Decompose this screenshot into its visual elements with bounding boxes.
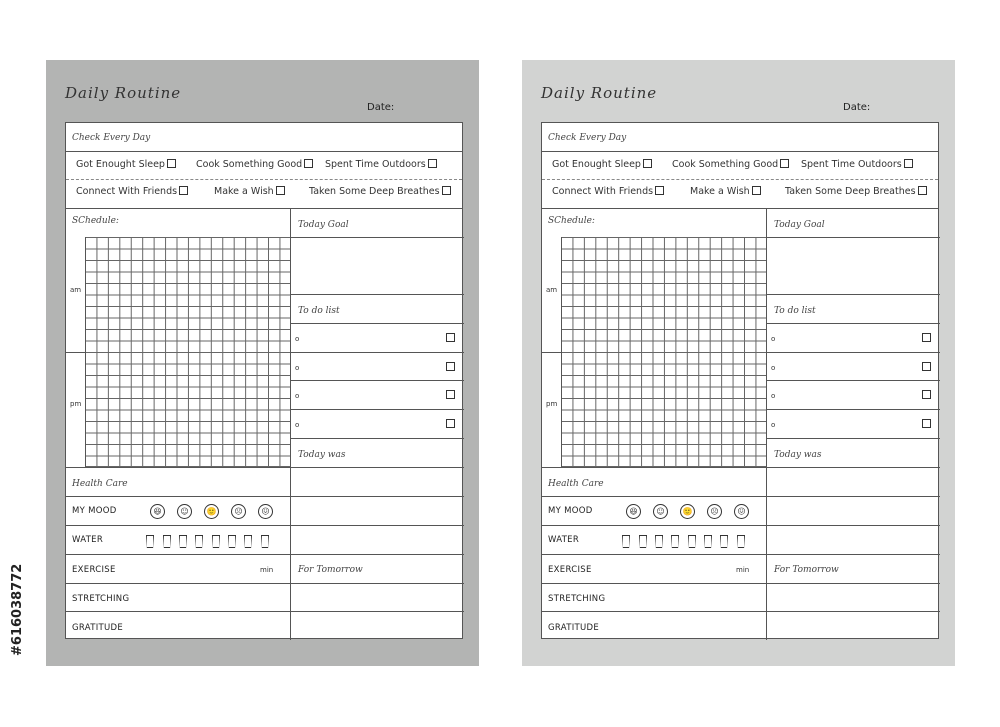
divider (66, 352, 85, 353)
divider (542, 525, 940, 526)
water-cup-icon[interactable] (704, 535, 712, 548)
divider (542, 151, 938, 152)
check-item[interactable]: Make a Wish (214, 186, 285, 197)
divider (542, 179, 938, 180)
my-mood-label: MY MOOD (548, 506, 593, 516)
water-cup-icon[interactable] (622, 535, 630, 548)
todo-item[interactable]: o (290, 381, 463, 409)
stretching-label: STRETCHING (548, 594, 606, 604)
schedule-label: SChedule: (72, 216, 119, 226)
min-label: min (260, 566, 274, 574)
check-every-day-heading: Check Every Day (72, 133, 151, 143)
checkbox[interactable] (643, 159, 652, 168)
mood-icon[interactable]: ☺ (177, 504, 192, 519)
divider (66, 467, 464, 468)
divider (85, 237, 86, 467)
checkbox[interactable] (446, 390, 455, 399)
divider (542, 352, 561, 353)
todo-item[interactable]: o (290, 324, 463, 352)
check-item[interactable]: Got Enought Sleep (76, 159, 176, 170)
todo-item[interactable]: o (290, 410, 463, 438)
water-cup-icon[interactable] (639, 535, 647, 548)
check-item[interactable]: Taken Some Deep Breathes (309, 186, 451, 197)
todo-item[interactable]: o (766, 353, 939, 381)
today-was-heading: Today was (774, 450, 822, 460)
lower-section (542, 208, 940, 640)
am-label: am (70, 286, 82, 294)
page-title: Daily Routine (541, 84, 658, 102)
check-item[interactable]: Make a Wish (690, 186, 761, 197)
checkbox[interactable] (780, 159, 789, 168)
exercise-label: EXERCISE (548, 565, 592, 575)
water-cup-icon[interactable] (163, 535, 171, 548)
checkbox[interactable] (922, 362, 931, 371)
check-item[interactable]: Got Enought Sleep (552, 159, 652, 170)
my-mood-label: MY MOOD (72, 506, 117, 516)
check-item[interactable]: Connect With Friends (552, 186, 664, 197)
check-item[interactable]: Cook Something Good (196, 159, 313, 170)
planner-sheet (541, 122, 939, 639)
mood-icon[interactable]: 😖 (734, 504, 749, 519)
todo-item[interactable]: o (766, 324, 939, 352)
schedule-grid[interactable] (561, 237, 767, 467)
checkbox[interactable] (276, 186, 285, 195)
gratitude-label: GRATITUDE (548, 623, 600, 633)
checkbox[interactable] (167, 159, 176, 168)
schedule-grid[interactable] (85, 237, 291, 467)
check-item[interactable]: Spent Time Outdoors (325, 159, 437, 170)
checkbox[interactable] (655, 186, 664, 195)
divider (542, 554, 940, 555)
divider (66, 151, 462, 152)
exercise-label: EXERCISE (72, 565, 116, 575)
stock-id-label: #616038772 (10, 563, 25, 656)
mood-icon[interactable]: ☹ (231, 504, 246, 519)
water-cup-icon[interactable] (146, 535, 154, 548)
mood-icon[interactable]: 😆 (626, 504, 641, 519)
planner-page-left (46, 60, 479, 666)
mood-icon[interactable]: 🙂 (680, 504, 695, 519)
min-label: min (736, 566, 750, 574)
check-item[interactable]: Spent Time Outdoors (801, 159, 913, 170)
todo-item[interactable]: o (766, 410, 939, 438)
mood-icon[interactable]: 🙂 (204, 504, 219, 519)
page-title: Daily Routine (65, 84, 182, 102)
divider (290, 237, 464, 238)
checkbox[interactable] (442, 186, 451, 195)
checkbox[interactable] (904, 159, 913, 168)
todo-heading: To do list (298, 306, 340, 316)
pm-label: pm (546, 400, 558, 408)
today-goal-heading: Today Goal (774, 220, 825, 230)
pm-label: pm (70, 400, 82, 408)
divider (66, 496, 464, 497)
mood-icon[interactable]: 😖 (258, 504, 273, 519)
water-cup-icon[interactable] (212, 535, 220, 548)
todo-heading: To do list (774, 306, 816, 316)
water-cup-icon[interactable] (671, 535, 679, 548)
divider (542, 467, 940, 468)
divider (542, 611, 940, 612)
checkbox[interactable] (446, 333, 455, 342)
checkbox[interactable] (446, 362, 455, 371)
health-care-heading: Health Care (548, 479, 604, 489)
checkbox[interactable] (752, 186, 761, 195)
water-cup-icon[interactable] (195, 535, 203, 548)
schedule-label: SChedule: (548, 216, 595, 226)
water-cup-icon[interactable] (737, 535, 745, 548)
divider (66, 611, 464, 612)
stretching-label: STRETCHING (72, 594, 130, 604)
divider (66, 583, 464, 584)
date-label: Date: (367, 102, 395, 113)
for-tomorrow-heading: For Tomorrow (298, 565, 363, 575)
check-item[interactable]: Cook Something Good (672, 159, 789, 170)
today-was-heading: Today was (298, 450, 346, 460)
water-cup-icon[interactable] (688, 535, 696, 548)
lower-section (66, 208, 464, 640)
checkbox[interactable] (922, 390, 931, 399)
checkbox[interactable] (428, 159, 437, 168)
for-tomorrow-heading: For Tomorrow (774, 565, 839, 575)
divider (290, 438, 464, 439)
check-item[interactable]: Connect With Friends (76, 186, 188, 197)
divider (561, 237, 562, 467)
divider (290, 294, 464, 295)
water-cup-icon[interactable] (179, 535, 187, 548)
check-every-day-heading: Check Every Day (548, 133, 627, 143)
water-cup-icon[interactable] (228, 535, 236, 548)
check-item[interactable]: Taken Some Deep Breathes (785, 186, 927, 197)
checkbox[interactable] (918, 186, 927, 195)
divider (66, 525, 464, 526)
checkbox[interactable] (922, 419, 931, 428)
today-goal-heading: Today Goal (298, 220, 349, 230)
mood-icon[interactable]: ☺ (653, 504, 668, 519)
water-cup-icon[interactable] (720, 535, 728, 548)
date-label: Date: (843, 102, 871, 113)
planner-sheet (65, 122, 463, 639)
divider (766, 438, 940, 439)
mood-icon[interactable]: ☹ (707, 504, 722, 519)
checkbox[interactable] (446, 419, 455, 428)
divider (766, 237, 940, 238)
water-cup-icon[interactable] (261, 535, 269, 548)
am-label: am (546, 286, 558, 294)
divider (66, 554, 464, 555)
mood-icon[interactable]: 😆 (150, 504, 165, 519)
divider (542, 496, 940, 497)
water-cup-icon[interactable] (244, 535, 252, 548)
divider (66, 179, 462, 180)
divider (766, 294, 940, 295)
gratitude-label: GRATITUDE (72, 623, 124, 633)
checkbox[interactable] (179, 186, 188, 195)
checkbox[interactable] (922, 333, 931, 342)
todo-item[interactable]: o (290, 353, 463, 381)
checkbox[interactable] (304, 159, 313, 168)
planner-page-right (522, 60, 955, 666)
health-care-heading: Health Care (72, 479, 128, 489)
water-label: WATER (548, 535, 580, 545)
todo-item[interactable]: o (766, 381, 939, 409)
water-cup-icon[interactable] (655, 535, 663, 548)
divider (542, 583, 940, 584)
water-label: WATER (72, 535, 104, 545)
